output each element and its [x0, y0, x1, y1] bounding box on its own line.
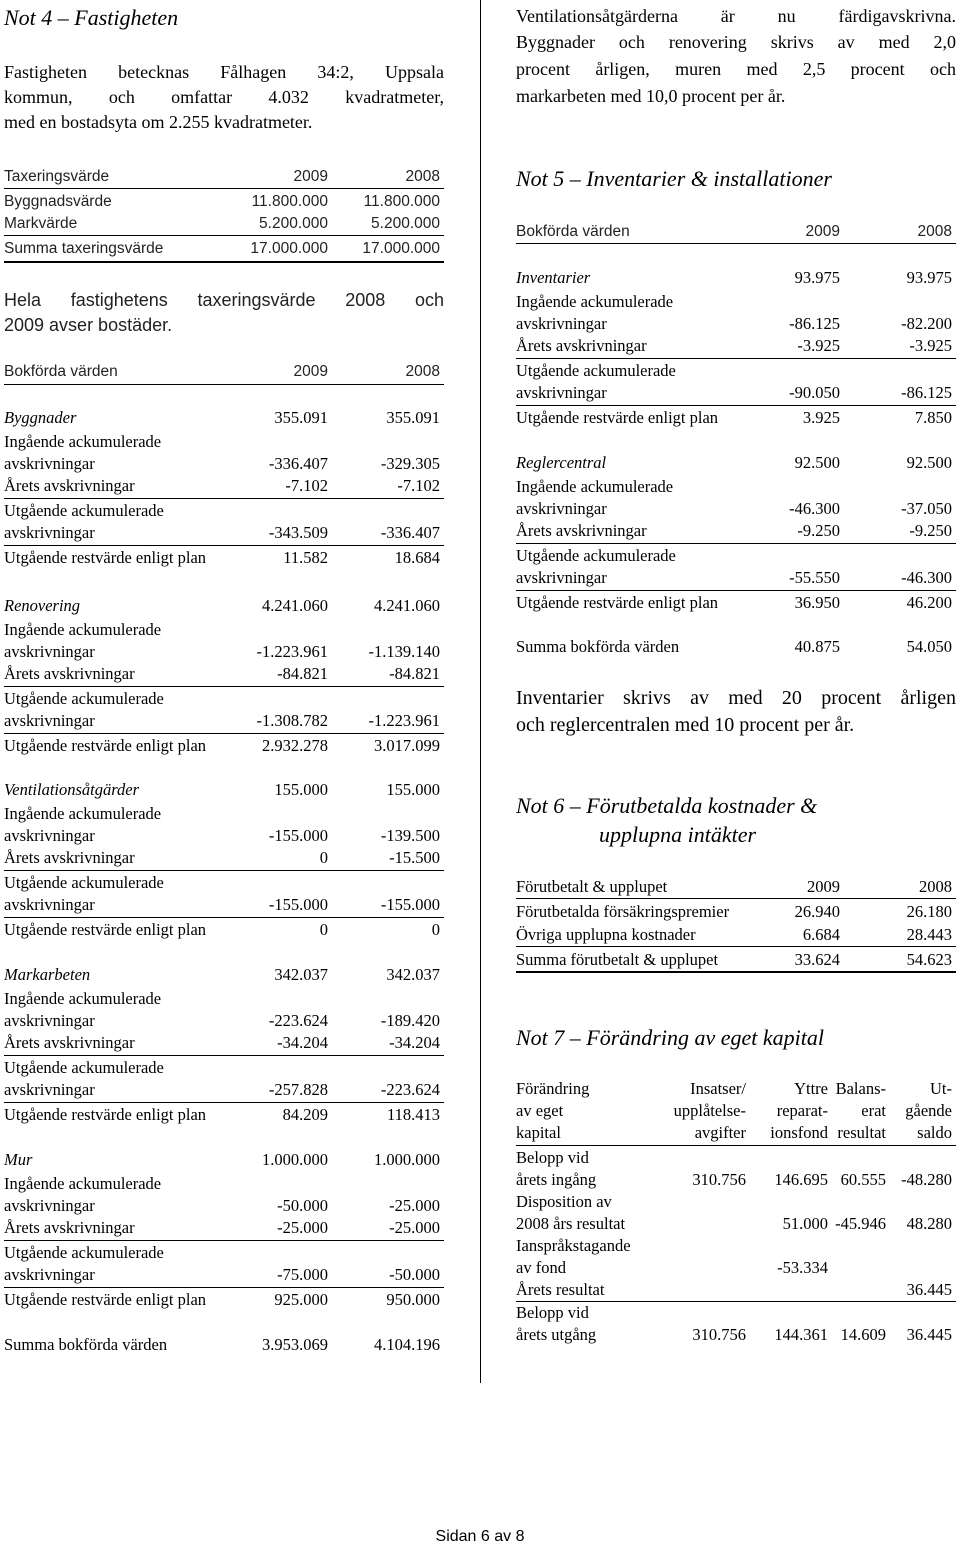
opening-depr-row-value1: -86.125	[789, 314, 840, 333]
tax-header-label: Taxeringsvärde	[4, 168, 110, 185]
annual-depr-row-value2: -9.250	[909, 521, 952, 540]
closing-depr-row-label: avskrivningar	[4, 1265, 95, 1284]
note7-column-header: upplåtelse-	[673, 1101, 746, 1120]
asset-title-row-label: Markarbeten	[4, 965, 91, 984]
note5-total-value1: 40.875	[794, 637, 840, 656]
note7-row-label: 2008 års resultat	[516, 1214, 626, 1233]
residual-value-row-value2: 118.413	[386, 1105, 440, 1124]
tax-header	[4, 165, 444, 188]
asset-title-row-value1: 155.000	[274, 780, 328, 799]
closing-depr-label-row-label: Utgående ackumulerade	[516, 546, 676, 565]
closing-depr-label-row-label: Utgående ackumulerade	[4, 689, 164, 708]
note7-column-header: erat	[861, 1101, 886, 1120]
asset-title-row-value1: 355.091	[274, 408, 328, 427]
note6-title-line2: upplupna intäkter	[599, 822, 757, 847]
closing-depr-row-value1: -343.509	[268, 523, 328, 542]
note7-cell-value: 51.000	[782, 1214, 828, 1233]
opening-depr-row-value1: -1.223.961	[256, 642, 328, 661]
note6-header-year2: 2008	[919, 877, 952, 896]
note7-cell-value: 144.361	[774, 1325, 828, 1344]
note6-header-rule	[516, 898, 956, 899]
asset-title-row	[4, 963, 444, 986]
annual-depr-row-value2: -25.000	[389, 1218, 440, 1237]
book-header-year1: 2009	[293, 363, 328, 380]
tax-note-2: 2009 avser bostäder.	[4, 315, 173, 335]
note4-intro-2: kommun, och omfattar 4.032 kvadratmeter,	[4, 87, 444, 107]
asset-title-row-label: Ventilationsåtgärder	[4, 780, 140, 799]
opening-depr-label-row	[4, 430, 444, 453]
note6-row-value1: 6.684	[802, 925, 840, 944]
residual-value-row-label: Utgående restvärde enligt plan	[4, 1290, 207, 1309]
note6-row-label: Förutbetalda försäkringspremier	[516, 902, 730, 921]
tax-header-rule	[4, 188, 444, 189]
annual-depr-row-label: Årets avskrivningar	[4, 476, 135, 495]
note7-header-rule	[516, 1145, 956, 1146]
closing-depr-row-label: avskrivningar	[516, 568, 607, 587]
opening-depr-row-label: avskrivningar	[4, 1011, 95, 1030]
residual-value-row-label: Utgående restvärde enligt plan	[4, 1105, 207, 1124]
opening-depr-label-row-label: Ingående ackumulerade	[4, 620, 162, 639]
residual-value-row-value1: 84.209	[282, 1105, 328, 1124]
closing-depr-label-row-rule	[4, 686, 444, 687]
tax-total-value2: 17.000.000	[362, 240, 440, 257]
closing-depr-row	[4, 1078, 444, 1101]
closing-depr-row-value2: -223.624	[380, 1080, 440, 1099]
residual-value-row-value1: 925.000	[274, 1290, 328, 1309]
closing-depr-label-row	[4, 499, 444, 522]
closing-depr-row-value1: -90.050	[789, 383, 840, 402]
closing-depr-label-row-rule	[4, 1055, 444, 1056]
annual-depr-row	[4, 1031, 444, 1054]
book-header	[4, 360, 444, 383]
note7-cell-value: 36.445	[906, 1280, 952, 1299]
residual-value-row-value1: 2.932.278	[262, 736, 328, 755]
note6-row-value2: 26.180	[906, 902, 952, 921]
tax-row-label: Markvärde	[4, 215, 78, 232]
note4-total-label: Summa bokförda värden	[4, 1335, 168, 1354]
opening-depr-row-label: avskrivningar	[516, 499, 607, 518]
annual-depr-row-value2: -3.925	[909, 336, 952, 355]
opening-depr-row	[4, 1009, 444, 1032]
book-header-label: Bokförda värden	[4, 363, 118, 380]
annual-depr-row	[4, 1216, 444, 1239]
closing-depr-row-label: avskrivningar	[4, 523, 95, 542]
closing-depr-row-value1: -257.828	[268, 1080, 328, 1099]
closing-depr-row-value1: -155.000	[268, 895, 328, 914]
opening-depr-row	[4, 1194, 444, 1217]
closing-depr-label-row-rule	[4, 498, 444, 499]
note7-title: Not 7 – Förändring av eget kapital	[516, 1025, 824, 1050]
note7-column-header: Yttre	[794, 1079, 828, 1098]
closing-depr-row-label: avskrivningar	[4, 1080, 95, 1099]
residual-value-row-value2: 3.017.099	[374, 736, 440, 755]
asset-title-row-value2: 1.000.000	[374, 1150, 440, 1169]
note7-row-label: årets utgång	[516, 1325, 597, 1344]
closing-depr-row-value2: -50.000	[389, 1265, 440, 1284]
closing-depr-label-row-label: Utgående ackumulerade	[4, 1058, 164, 1077]
residual-value-row-rule	[4, 917, 444, 918]
note4-cont-3: procent årligen, muren med 2,5 procent och	[516, 59, 956, 79]
note4-title: Not 4 – Fastigheten	[4, 5, 179, 30]
tax-total-label: Summa taxeringsvärde	[4, 240, 164, 257]
note5-total-label: Summa bokförda värden	[516, 637, 680, 656]
asset-title-row	[4, 406, 444, 429]
note4-total-row	[4, 1333, 444, 1356]
opening-depr-label-row-label: Ingående ackumulerade	[4, 804, 162, 823]
opening-depr-row-value2: -139.500	[380, 826, 440, 845]
residual-value-row-value1: 0	[319, 920, 328, 939]
opening-depr-label-row-label: Ingående ackumulerade	[4, 989, 162, 1008]
closing-depr-row	[516, 566, 956, 589]
note7-cell-value: 14.609	[840, 1325, 886, 1344]
opening-depr-label-row	[4, 1172, 444, 1195]
note7-column-header: av eget	[516, 1101, 564, 1120]
note7-column-header: kapital	[516, 1123, 561, 1142]
closing-depr-row-value2: -46.300	[901, 568, 952, 587]
residual-value-row	[4, 546, 444, 569]
closing-depr-label-row	[516, 544, 956, 567]
book-header-rule	[4, 384, 444, 385]
asset-title-row-value1: 4.241.060	[262, 596, 328, 615]
residual-value-row	[516, 591, 956, 614]
residual-value-row-rule	[516, 590, 956, 591]
residual-value-row-value1: 11.582	[283, 548, 328, 567]
note7-column-header: ionsfond	[770, 1123, 828, 1142]
opening-depr-row-value1: -50.000	[277, 1196, 328, 1215]
closing-depr-label-row-rule	[4, 1240, 444, 1241]
opening-depr-row-value2: -189.420	[380, 1011, 440, 1030]
annual-depr-row-value1: -9.250	[797, 521, 840, 540]
asset-title-row-value2: 355.091	[386, 408, 440, 427]
tax-row-value2: 5.200.000	[371, 215, 440, 232]
note4-cont-4: markarbeten med 10,0 procent per år.	[516, 86, 786, 106]
note7-cell-value: 48.280	[906, 1214, 952, 1233]
opening-depr-row-label: avskrivningar	[4, 1196, 95, 1215]
annual-depr-row-value2: -84.821	[389, 664, 440, 683]
tax-total-rule	[4, 261, 444, 263]
opening-depr-row-value2: -82.200	[901, 314, 952, 333]
note7-row-label: av fond	[516, 1258, 566, 1277]
closing-depr-row-label: avskrivningar	[516, 383, 607, 402]
tax-note-1: Hela fastighetens taxeringsvärde 2008 och	[4, 290, 444, 310]
tax-sum-rule	[4, 235, 444, 236]
note5-text-1: Inventarier skrivs av med 20 procent årligen	[516, 687, 956, 709]
asset-title-row-value2: 155.000	[386, 780, 440, 799]
asset-title-row-label: Inventarier	[516, 268, 591, 287]
note7-cell-value: -48.280	[901, 1170, 952, 1189]
note6-header-year1: 2009	[807, 877, 840, 896]
note6-row-label: Övriga upplupna kostnader	[516, 925, 696, 944]
note7-column-header: Ut-	[930, 1079, 952, 1098]
note6-sum-rule	[516, 946, 956, 947]
residual-value-row-label: Utgående restvärde enligt plan	[4, 548, 207, 567]
annual-depr-row	[516, 519, 956, 542]
annual-depr-row-value1: -3.925	[797, 336, 840, 355]
asset-title-row-value2: 92.500	[906, 453, 952, 472]
closing-depr-label-row-label: Utgående ackumulerade	[4, 1243, 164, 1262]
note7-column-header: gående	[905, 1101, 952, 1120]
closing-depr-label-row	[516, 359, 956, 382]
closing-depr-row	[516, 381, 956, 404]
note5-header-year1: 2009	[805, 223, 840, 240]
note7-column-header: saldo	[917, 1123, 952, 1142]
asset-title-row-label: Renovering	[4, 596, 81, 615]
annual-depr-row-value1: -25.000	[277, 1218, 328, 1237]
asset-title-row-value1: 342.037	[274, 965, 328, 984]
annual-depr-row-label: Årets avskrivningar	[4, 848, 135, 867]
closing-depr-row-value2: -336.407	[380, 523, 440, 542]
opening-depr-row-value1: -46.300	[789, 499, 840, 518]
column-divider	[480, 0, 481, 1383]
opening-depr-label-row	[516, 290, 956, 313]
residual-value-row-rule	[516, 405, 956, 406]
asset-title-row-value2: 4.241.060	[374, 596, 440, 615]
residual-value-row-label: Utgående restvärde enligt plan	[516, 408, 719, 427]
closing-depr-label-row-label: Utgående ackumulerade	[4, 501, 164, 520]
opening-depr-label-row-label: Ingående ackumulerade	[516, 292, 674, 311]
closing-depr-row	[4, 893, 444, 916]
asset-title-row	[4, 778, 444, 801]
opening-depr-row-value2: -1.139.140	[368, 642, 440, 661]
annual-depr-row	[516, 334, 956, 357]
asset-title-row-label: Mur	[4, 1150, 33, 1169]
note4-intro-3: med en bostadsyta om 2.255 kvadratmeter.	[4, 112, 313, 132]
closing-depr-label-row-rule	[516, 358, 956, 359]
tax-row-label: Byggnadsvärde	[4, 193, 112, 210]
residual-value-row	[516, 406, 956, 429]
note7-column-header: Balans-	[835, 1079, 886, 1098]
note6-title-line1: Not 6 – Förutbetalda kostnader &	[516, 793, 818, 818]
page-footer: Sidan 6 av 8	[435, 1528, 525, 1545]
note7-column-header: avgifter	[694, 1123, 746, 1142]
opening-depr-label-row-label: Ingående ackumulerade	[516, 477, 674, 496]
closing-depr-row-value1: -55.550	[789, 568, 840, 587]
note4-intro-1: Fastigheten betecknas Fålhagen 34:2, Uppsala	[4, 62, 444, 82]
opening-depr-row-value1: -223.624	[268, 1011, 328, 1030]
note4-cont-2: Byggnader och renovering skrivs av med 2,0	[516, 32, 956, 52]
note7-column-header: reparat-	[776, 1101, 828, 1120]
opening-depr-row-label: avskrivningar	[4, 826, 95, 845]
note4-total-value1: 3.953.069	[262, 1335, 328, 1354]
closing-depr-label-row-rule	[516, 543, 956, 544]
annual-depr-row	[4, 846, 444, 869]
note6-row	[516, 923, 956, 946]
note7-row-label: Disposition av	[516, 1192, 612, 1211]
tax-row-value1: 11.800.000	[251, 193, 328, 210]
note6-row-value2: 28.443	[906, 925, 952, 944]
residual-value-row-value2: 950.000	[386, 1290, 440, 1309]
tax-header-year2: 2008	[405, 168, 440, 185]
annual-depr-row	[4, 662, 444, 685]
closing-depr-label-row	[4, 1056, 444, 1079]
residual-value-row-rule	[4, 733, 444, 734]
annual-depr-row-label: Årets avskrivningar	[4, 1033, 135, 1052]
opening-depr-row	[516, 312, 956, 335]
asset-title-row	[4, 594, 444, 617]
residual-value-row-label: Utgående restvärde enligt plan	[4, 736, 207, 755]
note7-cell-value: 310.756	[692, 1170, 746, 1189]
note7-row-label: Belopp vid	[516, 1148, 589, 1167]
closing-depr-row-value2: -1.223.961	[368, 711, 440, 730]
opening-depr-label-row	[4, 618, 444, 641]
residual-value-row-value1: 3.925	[802, 408, 840, 427]
note5-total-row	[516, 635, 956, 658]
residual-value-row	[4, 1103, 444, 1126]
closing-depr-label-row-label: Utgående ackumulerade	[516, 361, 676, 380]
note6-row-value1: 26.940	[794, 902, 840, 921]
opening-depr-label-row	[4, 987, 444, 1010]
residual-value-row-rule	[4, 545, 444, 546]
opening-depr-label-row	[516, 475, 956, 498]
note7-column-header: Förändring	[516, 1079, 590, 1098]
opening-depr-row-value2: -25.000	[389, 1196, 440, 1215]
annual-depr-row-value2: -7.102	[397, 476, 440, 495]
tax-row-value2: 11.800.000	[363, 193, 440, 210]
annual-depr-row-value1: 0	[319, 848, 328, 867]
closing-depr-row	[4, 709, 444, 732]
note7-row-label: Årets resultat	[516, 1280, 605, 1299]
opening-depr-row	[4, 452, 444, 475]
note5-total-value2: 54.050	[906, 637, 952, 656]
note6-total-value1: 33.624	[794, 950, 840, 969]
opening-depr-label-row-label: Ingående ackumulerade	[4, 1174, 162, 1193]
closing-depr-row	[4, 1263, 444, 1286]
asset-title-row-value1: 92.500	[794, 453, 840, 472]
note5-header-rule	[516, 243, 956, 244]
tax-row	[4, 212, 444, 235]
opening-depr-row-label: avskrivningar	[516, 314, 607, 333]
opening-depr-row	[4, 640, 444, 663]
residual-value-row-value2: 46.200	[906, 593, 952, 612]
opening-depr-row-value2: -329.305	[380, 454, 440, 473]
residual-value-row-rule	[4, 1102, 444, 1103]
residual-value-row-label: Utgående restvärde enligt plan	[4, 920, 207, 939]
annual-depr-row-label: Årets avskrivningar	[516, 336, 647, 355]
closing-depr-row	[4, 521, 444, 544]
tax-total-value1: 17.000.000	[250, 240, 328, 257]
note6-total-label: Summa förutbetalt & upplupet	[516, 950, 719, 969]
closing-depr-label-row	[4, 1241, 444, 1264]
asset-title-row-value1: 1.000.000	[262, 1150, 328, 1169]
note4-total-value2: 4.104.196	[374, 1335, 440, 1354]
opening-depr-row	[4, 824, 444, 847]
note5-title: Not 5 – Inventarier & installationer	[516, 166, 832, 191]
closing-depr-label-row	[4, 871, 444, 894]
note6-total-rule	[516, 971, 956, 973]
closing-depr-label-row-label: Utgående ackumulerade	[4, 873, 164, 892]
note6-total-value2: 54.623	[906, 950, 952, 969]
residual-value-row-value2: 18.684	[394, 548, 440, 567]
asset-title-row	[516, 451, 956, 474]
annual-depr-row-value2: -34.204	[389, 1033, 440, 1052]
residual-value-row-value2: 0	[431, 920, 440, 939]
tax-row-value1: 5.200.000	[259, 215, 328, 232]
closing-depr-row-value1: -1.308.782	[256, 711, 328, 730]
annual-depr-row-label: Årets avskrivningar	[4, 1218, 135, 1237]
note6-total-row	[516, 948, 956, 971]
note6-header	[516, 875, 956, 898]
asset-title-row-value2: 93.975	[906, 268, 952, 287]
note7-cell-value: -53.334	[777, 1258, 828, 1277]
note7-cell-value: 60.555	[840, 1170, 886, 1189]
asset-title-row-value2: 342.037	[386, 965, 440, 984]
note7-column-header: Insatser/	[690, 1079, 746, 1098]
residual-value-row	[4, 918, 444, 941]
opening-depr-label-row	[4, 802, 444, 825]
residual-value-row-value2: 7.850	[914, 408, 952, 427]
closing-depr-label-row	[4, 687, 444, 710]
annual-depr-row-value1: -7.102	[285, 476, 328, 495]
closing-depr-row-value2: -155.000	[380, 895, 440, 914]
note7-cell-value: 146.695	[774, 1170, 828, 1189]
note5-header-label: Bokförda värden	[516, 223, 630, 240]
note7-cell-value: 36.445	[906, 1325, 952, 1344]
closing-depr-row-value2: -86.125	[901, 383, 952, 402]
opening-depr-label-row-label: Ingående ackumulerade	[4, 432, 162, 451]
residual-value-row	[4, 1288, 444, 1311]
note7-column-header: resultat	[837, 1123, 886, 1142]
note5-header-year2: 2008	[917, 223, 952, 240]
note5-header	[516, 220, 956, 243]
asset-title-row-label: Byggnader	[4, 408, 77, 427]
annual-depr-row-value1: -34.204	[277, 1033, 328, 1052]
note6-row	[516, 900, 956, 923]
note7-row-label: Belopp vid	[516, 1303, 589, 1322]
closing-depr-row-label: avskrivningar	[4, 895, 95, 914]
tax-header-year1: 2009	[293, 168, 328, 185]
note4-cont-1: Ventilationsåtgärderna är nu färdigavskrivna.	[516, 6, 956, 26]
closing-depr-row-value1: -75.000	[277, 1265, 328, 1284]
closing-depr-label-row-rule	[4, 870, 444, 871]
tax-total-row	[4, 237, 444, 260]
closing-depr-row-label: avskrivningar	[4, 711, 95, 730]
opening-depr-row-label: avskrivningar	[4, 642, 95, 661]
residual-value-row-rule	[4, 1287, 444, 1288]
note6-header-label: Förutbetalt & upplupet	[516, 877, 668, 896]
residual-value-row-value1: 36.950	[794, 593, 840, 612]
note7-cell-value: 310.756	[692, 1325, 746, 1344]
note7-row-label: årets ingång	[516, 1170, 597, 1189]
opening-depr-row	[516, 497, 956, 520]
opening-depr-row-value1: -155.000	[268, 826, 328, 845]
note5-text-2: och reglercentralen med 10 procent per år.	[516, 714, 855, 736]
opening-depr-row-label: avskrivningar	[4, 454, 95, 473]
asset-title-row	[516, 266, 956, 289]
note7-row-label: Ianspråkstagande	[516, 1236, 631, 1255]
residual-value-row	[4, 734, 444, 757]
residual-value-row-label: Utgående restvärde enligt plan	[516, 593, 719, 612]
opening-depr-row-value1: -336.407	[268, 454, 328, 473]
book-header-year2: 2008	[405, 363, 440, 380]
annual-depr-row	[4, 474, 444, 497]
annual-depr-row-value1: -84.821	[277, 664, 328, 683]
annual-depr-row-value2: -15.500	[389, 848, 440, 867]
tax-row	[4, 190, 444, 213]
asset-title-row-label: Reglercentral	[516, 453, 607, 472]
opening-depr-row-value2: -37.050	[901, 499, 952, 518]
annual-depr-row-label: Årets avskrivningar	[4, 664, 135, 683]
asset-title-row-value1: 93.975	[794, 268, 840, 287]
note7-cell-value: -45.946	[835, 1214, 886, 1233]
asset-title-row	[4, 1148, 444, 1171]
annual-depr-row-label: Årets avskrivningar	[516, 521, 647, 540]
